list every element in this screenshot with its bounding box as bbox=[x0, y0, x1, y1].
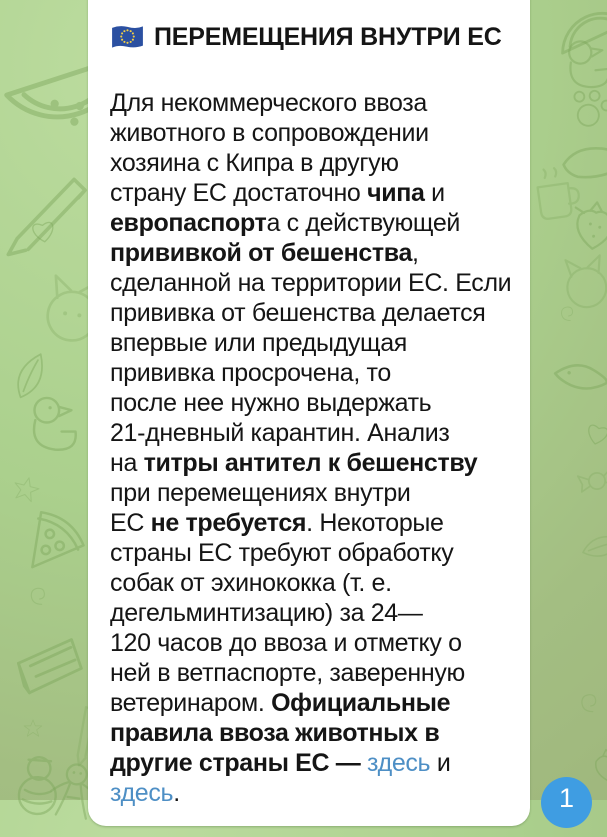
body-line bbox=[110, 568, 514, 598]
body-line bbox=[110, 238, 514, 268]
body-text: страну ЕС достаточно bbox=[110, 179, 368, 207]
swirl-bottom-doodle-icon bbox=[570, 686, 607, 726]
bold-text: правила ввоза животных в bbox=[110, 719, 440, 747]
eu-flag-icon bbox=[110, 24, 145, 50]
duck-doodle-icon bbox=[14, 384, 96, 466]
bold-text: чипа bbox=[367, 179, 425, 207]
body-text: а с действующей bbox=[266, 209, 461, 237]
inline-link[interactable]: здесь bbox=[110, 779, 174, 807]
swirl-doodle-icon bbox=[20, 580, 58, 618]
bold-text: европаспорт bbox=[110, 209, 267, 237]
body-line bbox=[110, 748, 514, 778]
body-line bbox=[110, 448, 514, 478]
body-text: . Некоторые bbox=[306, 509, 444, 537]
body-text: страны ЕС требуют обработку bbox=[110, 539, 454, 567]
body-line bbox=[110, 628, 514, 658]
body-line bbox=[110, 178, 514, 208]
bold-text: Официальные bbox=[271, 689, 451, 717]
body-text: ветеринаром. bbox=[110, 689, 272, 717]
body-text: после нее нужно выдержать bbox=[110, 389, 432, 417]
body-line bbox=[110, 148, 514, 178]
body-text: прививка просрочена, то bbox=[110, 359, 391, 387]
body-line bbox=[110, 688, 514, 718]
bold-text: титры антител к бешенству bbox=[143, 449, 478, 477]
bold-text: не требуется bbox=[150, 509, 307, 537]
body-line bbox=[110, 418, 514, 448]
message-body bbox=[110, 88, 514, 808]
message-bubble bbox=[88, 0, 530, 826]
body-text: сделанной на территории ЕС. Если bbox=[110, 269, 512, 297]
body-line bbox=[110, 88, 514, 118]
body-line bbox=[110, 118, 514, 148]
body-text: впервые или предыдущая bbox=[110, 329, 407, 357]
star-small-doodle-icon bbox=[20, 716, 46, 742]
bold-text: прививкой от бешенства bbox=[110, 239, 413, 267]
unread-badge[interactable] bbox=[541, 777, 592, 828]
body-line bbox=[110, 388, 514, 418]
body-line bbox=[110, 298, 514, 328]
body-text: при перемещениях внутри bbox=[110, 479, 411, 507]
body-text: хозяина с Кипра в другую bbox=[110, 149, 399, 177]
body-text: . bbox=[173, 779, 180, 807]
body-text: дегельминтизацию) за 24— bbox=[110, 599, 423, 627]
body-line bbox=[110, 718, 514, 748]
body-text: и bbox=[424, 179, 445, 207]
body-text: 21-дневный карантин. Анализ bbox=[110, 419, 450, 447]
unread-badge-count: 1 bbox=[558, 783, 575, 813]
body-line bbox=[110, 328, 514, 358]
body-line bbox=[110, 598, 514, 628]
body-text: Для некоммерческого ввоза bbox=[110, 89, 427, 117]
body-line bbox=[110, 358, 514, 388]
body-line bbox=[110, 778, 514, 808]
body-text: и bbox=[430, 749, 451, 777]
body-text: прививка от бешенства делается bbox=[110, 299, 486, 327]
body-line bbox=[110, 478, 514, 508]
body-text: ней в ветпаспорте, заверенную bbox=[110, 659, 465, 687]
body-text: 120 часов до ввоза и отметку о bbox=[110, 629, 462, 657]
body-text: на bbox=[110, 449, 144, 477]
message-title-text: ПЕРЕМЕЩЕНИЯ ВНУТРИ ЕС bbox=[154, 23, 502, 51]
leaf-right-doodle-icon bbox=[569, 511, 607, 581]
body-line bbox=[110, 658, 514, 688]
heart-doodle-icon bbox=[17, 203, 69, 255]
message-title bbox=[110, 22, 514, 52]
body-text: собак от эхинококка (т. е. bbox=[110, 569, 392, 597]
body-line bbox=[110, 208, 514, 238]
body-text: ЕС bbox=[110, 509, 151, 537]
body-line bbox=[110, 268, 514, 298]
fish-doodle-icon bbox=[534, 324, 607, 421]
body-text: , bbox=[412, 239, 419, 267]
candy-doodle-icon bbox=[562, 446, 607, 516]
inline-link[interactable]: здесь bbox=[367, 749, 431, 777]
bold-text: другие страны ЕС — bbox=[110, 749, 368, 777]
body-line bbox=[110, 538, 514, 568]
body-line bbox=[110, 508, 514, 538]
body-text: животного в сопровождении bbox=[110, 119, 429, 147]
